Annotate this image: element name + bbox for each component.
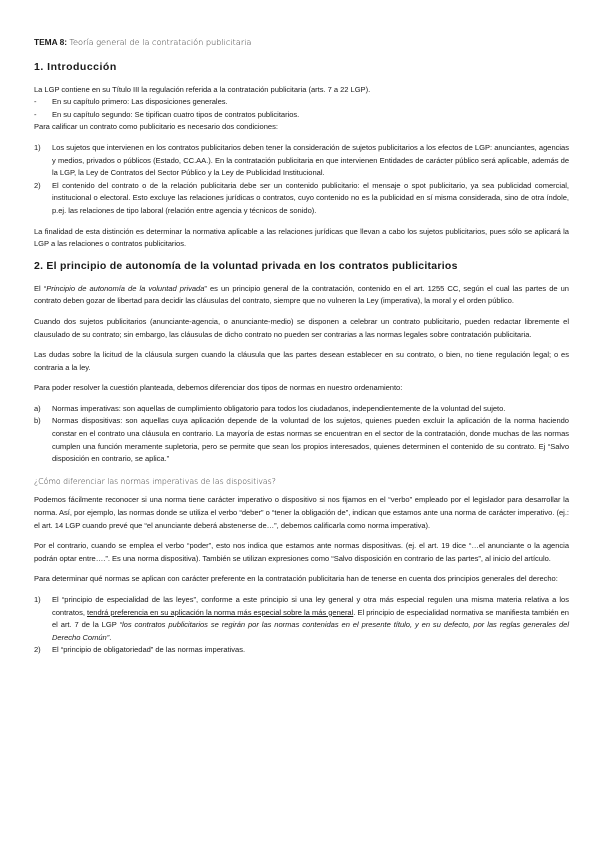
item-marker: 1) bbox=[34, 142, 41, 152]
item-marker: b) bbox=[34, 416, 41, 426]
document-title bbox=[34, 36, 569, 49]
tema-label: TEMA 8: bbox=[34, 37, 68, 47]
item-marker: 2) bbox=[34, 645, 41, 655]
section-2-paragraph-7: Para determinar qué normas se aplican con carácter preferente en la contratación publicitaria han de tenerse en cuenta dos principios generales del derecho: bbox=[34, 574, 558, 584]
item-text bbox=[52, 594, 569, 644]
italic-term: Principio de autonomía de la voluntad privada bbox=[46, 283, 205, 293]
condition-item bbox=[34, 180, 569, 218]
principle-item bbox=[34, 644, 569, 657]
item-text: El contenido del contrato o de la relación publicitaria debe ser un contenido publicitario: el mensaje o spot publicitario, ya sea publicidad comercial, institucional o electoral. Esto excluye las relaciones jurídicas o contratos, cuyo contenido no es la publicidad en sí misma considerada, sino de otra índole, p.ej. las relaciones de tipo laboral (relación entre agencia y técnicos de sonido). bbox=[52, 180, 569, 215]
item-text: Normas dispositivas: son aquellas cuya aplicación depende de la voluntad de los sujetos, quienes pueden excluir la aplicación de la norma haciendo constar en el contrato una cláusula en contrario. La mayoría de estas normas se encuentran en el sector de la contratación, donde muchas de las normas cumplen una función meramente supletoria, pero se permite que sean los propios interesados, quienes determinen el contenido de su contrato. Ej “Salvo disposición en contrario, se aplica.” bbox=[52, 416, 569, 464]
section-2-paragraph-2: Cuando dos sujetos publicitarios (anunciante-agencia, o anunciante-medio) se disponen a celebrar un contrato publicitario, pueden redactar libremente el clausulado de su contrato; sin embargo, las cláusulas de dicho contrato no pueden ser contrarias a las normas legales sobre contratación publicitaria. bbox=[34, 316, 569, 339]
underlined-text: tendrá preferencia en su aplicación la norma más especial sobre la más general bbox=[87, 607, 354, 617]
item-marker: 2) bbox=[34, 180, 41, 190]
dash-text: En su capítulo primero: Las disposiciones generales. bbox=[52, 97, 228, 107]
dash-item bbox=[34, 96, 569, 109]
subheading-question: ¿Cómo diferenciar las normas imperativas de las dispositivas? bbox=[34, 476, 276, 486]
section-2-paragraph-6: Por el contrario, cuando se emplea el verbo “poder”, esto nos indica que estamos ante normas dispositivas. (ej. el art. 19 dice “…el anunciante o la agencia podrán optar entre….”. Es una norma dispositiva). También se utilizan expresiones como “Salvo disposición en contrario de las partes”, al inicio del artículo. bbox=[34, 541, 569, 563]
section-1-closing: La finalidad de esta distinción es determinar la normativa aplicable a las relaciones jurídicas que llevan a cabo los sujetos publicitarios, pues sólo se aplicará la LGP a las relaciones o contratos publicitarios. bbox=[34, 226, 569, 249]
norm-type-item bbox=[34, 403, 569, 416]
item-text: El “principio de obligatoriedad” de las normas imperativas. bbox=[52, 645, 246, 655]
item-text: Normas imperativas: son aquellas de cumplimiento obligatorio para todos los ciudadanos, independientemente de la voluntad del sujeto. bbox=[52, 403, 506, 413]
text-run: El “ bbox=[34, 283, 47, 293]
condition-item bbox=[34, 142, 569, 180]
dash-item bbox=[34, 109, 569, 122]
section-2-paragraph-1 bbox=[34, 283, 569, 308]
text-run: ” es un principio general de la contratación, contenido en el art. 1255 CC, según el cual las partes de un contrato deben gozar de libertad para decidir las cláusulas del contrato, siempre que no vulneren la Ley (imperativa), la moral y el orden público. bbox=[34, 283, 569, 306]
section-2-paragraph-4: Para poder resolver la cuestión planteada, debemos diferenciar dos tipos de normas en nuestro ordenamiento: bbox=[34, 383, 403, 393]
item-text: Los sujetos que intervienen en los contratos publicitarios deben tener la consideración de sujetos publicitarios a los efectos de LGP: anunciantes, agencias y medios, privados o públicos (Estado, CC.AA.). En la contratación publicitaria en que intervienen Entidades de carácter público será aplicable, además de la LGP, la Ley de Contratos del Sector Público y la Ley de Publicidad Institucional. bbox=[52, 142, 569, 178]
text-run: El “principio de especialidad de las leyes”, conforme a este principio si una ley general y otra más especial regulen una misma materia relativa a los contratos, bbox=[52, 595, 569, 617]
section-1-intro: La LGP contiene en su Título III la regulación referida a la contratación publicitaria (arts. 7 a 22 LGP). bbox=[34, 84, 371, 94]
section-1-heading: 1. Introducción bbox=[34, 60, 117, 73]
section-2-heading: 2. El principio de autonomía de la voluntad privada en los contratos publicitarios bbox=[34, 259, 458, 272]
dash-marker: - bbox=[34, 97, 37, 107]
principle-item bbox=[34, 594, 569, 644]
dash-text: En su capítulo segundo: Se tipifican cuatro tipos de contratos publicitarios. bbox=[52, 109, 300, 119]
section-2-paragraph-3: Las dudas sobre la licitud de la cláusula surgen cuando la cláusula que las partes desean establecer en su contrato, o bien, no tiene regulación legal; o es contraria a la ley. bbox=[34, 350, 569, 372]
tema-title: Teoría general de la contratación publicitaria bbox=[69, 37, 252, 47]
text-run: . bbox=[109, 632, 112, 642]
conditions-intro: Para calificar un contrato como publicitario es necesario dos condiciones: bbox=[34, 122, 278, 132]
section-2-paragraph-5: Podemos fácilmente reconocer si una norma tiene carácter imperativo o dispositivo si nos fijamos en el “verbo” empleado por el legislador para desarrollar la norma. Así, por ejemplo, las normas donde se utiliza el verbo “deber” o “tener la obligación de”, indican que estamos ante una norma de carácter imperativo. (ej.: el art. 14 LGP cuando prevé que “el anunciante deberá abstenerse de…”, debemos calificarla como norma imperativa). bbox=[34, 495, 569, 530]
norm-type-item bbox=[34, 415, 569, 465]
item-marker: 1) bbox=[34, 595, 41, 604]
item-marker: a) bbox=[34, 403, 41, 413]
italic-quote: “los contratos publicitarios se regirán por las normas contenidas en el presente título, y en su defecto, por las reglas generales del Derecho Común” bbox=[52, 620, 570, 642]
dash-marker: - bbox=[34, 109, 37, 119]
text-run: . El principio de especialidad normativa se manifiesta también en el art. 7 de la LGP bbox=[52, 607, 569, 630]
